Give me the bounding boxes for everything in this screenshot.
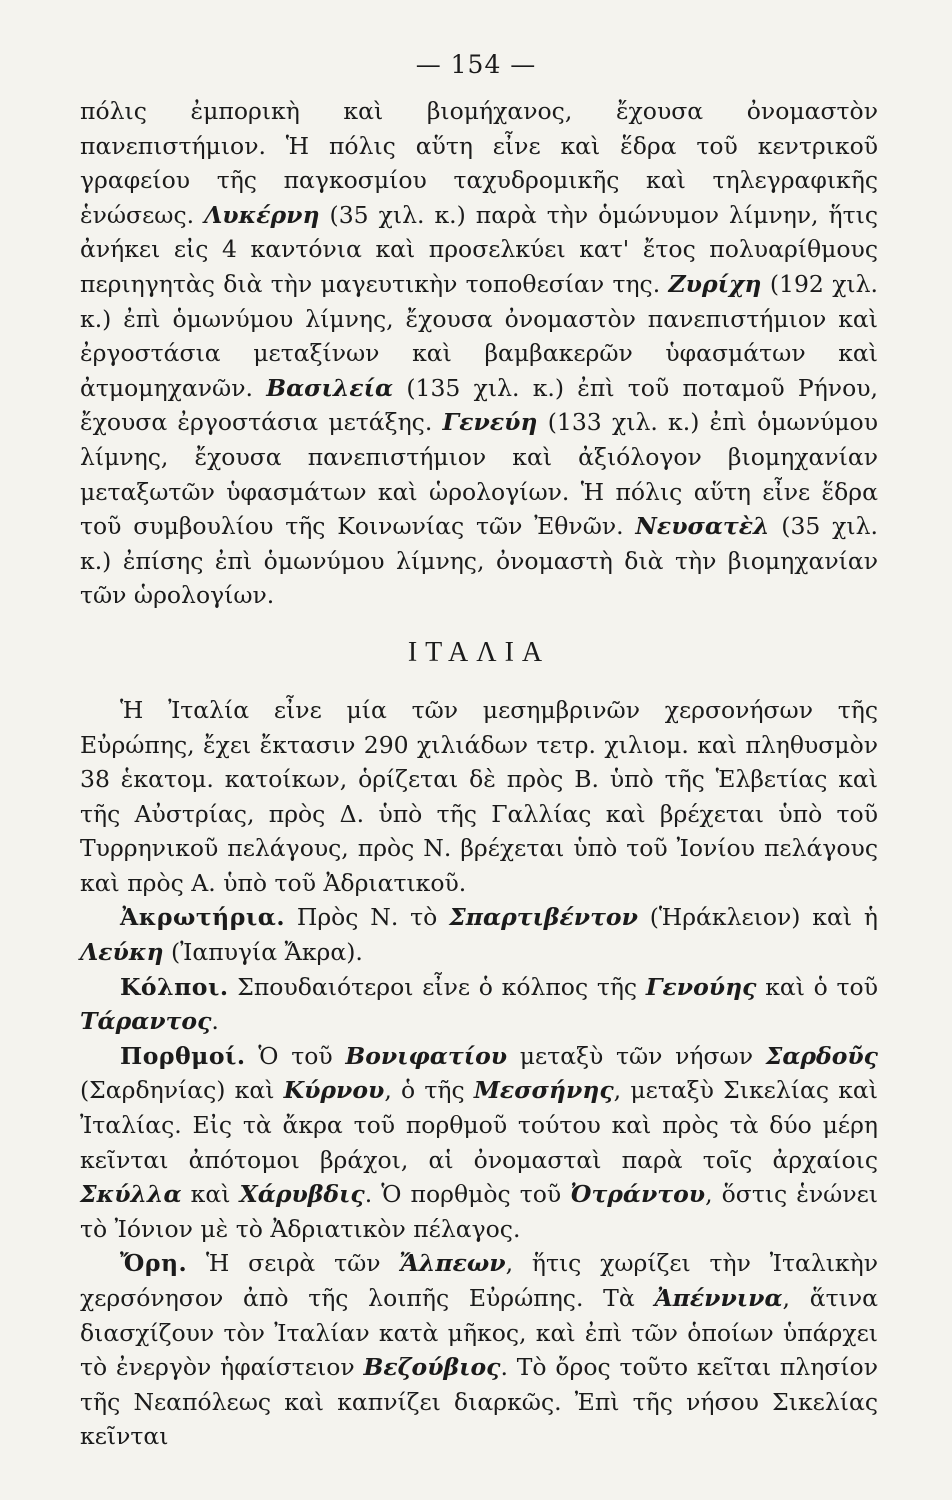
text-run: πόλις ἐμπορικὴ καὶ βιομήχανος, ἔχουσα ὀνομαστὸν πανεπιστήμιον. Ἡ πόλις αὕτη εἶνε καὶ ἕδρα τοῦ κεντρικοῦ γραφείου τῆς παγκοσμίου ταχυδρομικῆς καὶ τηλεγραφικῆς ἑνώσεως. [80,97,878,229]
text-run: Σπουδαιότεροι εἶνε ὁ κόλπος τῆς [228,972,646,1001]
paragraph-lead: Πορθμοί. [120,1041,246,1070]
place-name: Σπαρτιβέντον [449,903,638,932]
text-run: Πρὸς Ν. τὸ [285,903,450,932]
place-name: Γενεύη [442,408,538,437]
text-run: (35 χιλ. κ.) ἐπίσης ἐπὶ ὁμωνύμου λίμνης, ὀνομαστὴ διὰ τὴν βιομηχανίαν τῶν ὡρολογίων. [80,512,878,610]
text-run: , ὅστις ἑνώνει τὸ Ἰόνιον μὲ τὸ Ἀδριατικὸν πέλαγος. [80,1180,879,1243]
text-run: Ὁ τοῦ [245,1041,346,1070]
text-run: , ὁ τῆς [384,1076,474,1105]
text-run: . Τὸ ὄρος τοῦτο κεῖται πλησίον τῆς Νεαπόλεως καὶ καπνίζει διαρκῶς. Ἐπὶ τῆς νήσου Σικελίας κεῖνται [80,1353,878,1451]
place-name: Ἀπέννινα [654,1284,783,1312]
text-run: καὶ ὁ τοῦ [756,972,878,1001]
paragraph-italy-intro [80,693,878,901]
text-run: (133 χιλ. κ.) ἐπὶ ὁμωνύμου λίμνης, ἔχουσα πανεπιστήμιον καὶ ἀξιόλογον βιομηχανίαν μεταξωτῶν ὑφασμάτων καὶ ὡρολογίων. Ἡ πόλις αὕτη εἶνε ἕδρα τοῦ συμβουλίου τῆς Κοινωνίας τῶν Ἐθνῶν. [80,408,878,541]
paragraph-lead: Ἀκρωτήρια. [120,903,286,932]
paragraph-capes [80,900,878,969]
text-run: (Ἰαπυγία Ἄκρα). [163,938,363,967]
page-number: — 154 — [415,50,537,79]
place-name: Λυκέρνη [204,200,320,229]
text-run: (192 χιλ. κ.) ἐπὶ ὁμωνύμου λίμνης, ἔχουσα ὀνομαστὸν πανεπιστήμιον καὶ ἐργοστάσια μεταξίνων καὶ βαμβακερῶν ὑφασμάτων καὶ ἀτμομηχανῶν. [80,269,879,402]
section-heading: ΙΤΑΛΙΑ [407,636,551,668]
place-name: Βονιφατίου [345,1041,508,1070]
paragraph-gulfs [80,970,878,1039]
text-run: (Σαρδηνίας) καὶ [80,1076,284,1105]
text-run: , μεταξὺ Σικελίας καὶ Ἰταλίας. Εἰς τὰ ἄκρα τοῦ πορθμοῦ τούτου καὶ πρὸς τὰ δύο μέρη κεῖνται ἀπότομοι βράχοι, αἱ ὀνομασταὶ παρὰ τοῖς ἀρχαίοις [80,1076,878,1174]
place-name: Γενούης [645,972,757,1001]
paragraph-lead: Ὄρη. [120,1249,188,1278]
paragraph-swiss-cities [80,94,878,613]
paragraph-mountains [80,1246,878,1454]
text-run: , ἅτινα διασχίζουν τὸν Ἰταλίαν κατὰ μῆκος, καὶ ἐπὶ τῶν ὁποίων ὑπάρχει τὸ ἐνεργὸν ἡφαίστειον [80,1284,878,1382]
text-run: . [211,1007,219,1036]
text-run: (35 χιλ. κ.) παρὰ τὴν ὁμώνυμον λίμνην, ἥτις ἀνήκει εἰς 4 καντόνια καὶ προσελκύει κατ' ἔτος πολυαρίθμους περιηγητὰς διὰ τὴν μαγευτικὴν τοποθεσίαν της. [80,200,878,298]
place-name: Μεσσήνης [473,1076,614,1105]
text-run: (Ἡράκλειον) καὶ ἡ [637,903,878,932]
text-run: Ἡ σειρὰ τῶν [187,1249,400,1278]
page-body [80,94,878,1454]
place-name: Νευσατὲλ [635,512,770,541]
text-run: , ἥτις χωρίζει τὴν Ἰταλικὴν χερσόνησον ἀπὸ τῆς λοιπῆς Εὐρώπης. Τὰ [80,1249,878,1312]
text-run: (135 χιλ. κ.) ἐπὶ τοῦ ποταμοῦ Ρήνου, ἔχουσα ἐργοστάσια μετάξης. [80,373,878,437]
text-run: Ἡ Ἰταλία εἶνε μία τῶν μεσημβρινῶν χερσονήσων τῆς Εὐρώπης, ἔχει ἔκτασιν 290 χιλιάδων τετρ. χιλιομ. καὶ πληθυσμὸν 38 ἑκατομ. κατοίκων, ὁρίζεται δὲ πρὸς Β. ὑπὸ τῆς Ἑλβετίας καὶ τῆς Αὐστρίας, πρὸς Δ. ὑπὸ τῆς Γαλλίας καὶ βρέχεται ὑπὸ τοῦ Τυρρηνικοῦ πελάγους, πρὸς Ν. βρέχεται ὑπὸ τοῦ Ἰονίου πελάγους καὶ πρὸς Α. ὑπὸ τοῦ Ἀδριατικοῦ. [80,695,878,897]
place-name: Τάραντος [80,1007,212,1036]
place-name: Ἄλπεων [399,1249,506,1278]
text-run: . Ὁ πορθμὸς τοῦ [364,1180,571,1209]
place-name: Σκύλλα [80,1180,182,1209]
place-name: Βασιλεία [266,373,394,402]
place-name: Ὀτράντου [570,1180,706,1209]
place-name: Βεζούβιος [363,1353,501,1382]
place-name: Σαρδοῦς [765,1041,878,1070]
place-name: Κύρνου [283,1076,385,1105]
place-name: Χάρυβδις [239,1180,365,1209]
paragraph-straits [80,1039,878,1247]
text-run: καὶ [181,1180,240,1209]
paragraph-lead: Κόλποι. [120,972,229,1001]
place-name: Λεύκη [80,938,164,967]
place-name: Ζυρίχη [668,269,762,298]
text-run: μεταξὺ τῶν νήσων [507,1041,766,1070]
